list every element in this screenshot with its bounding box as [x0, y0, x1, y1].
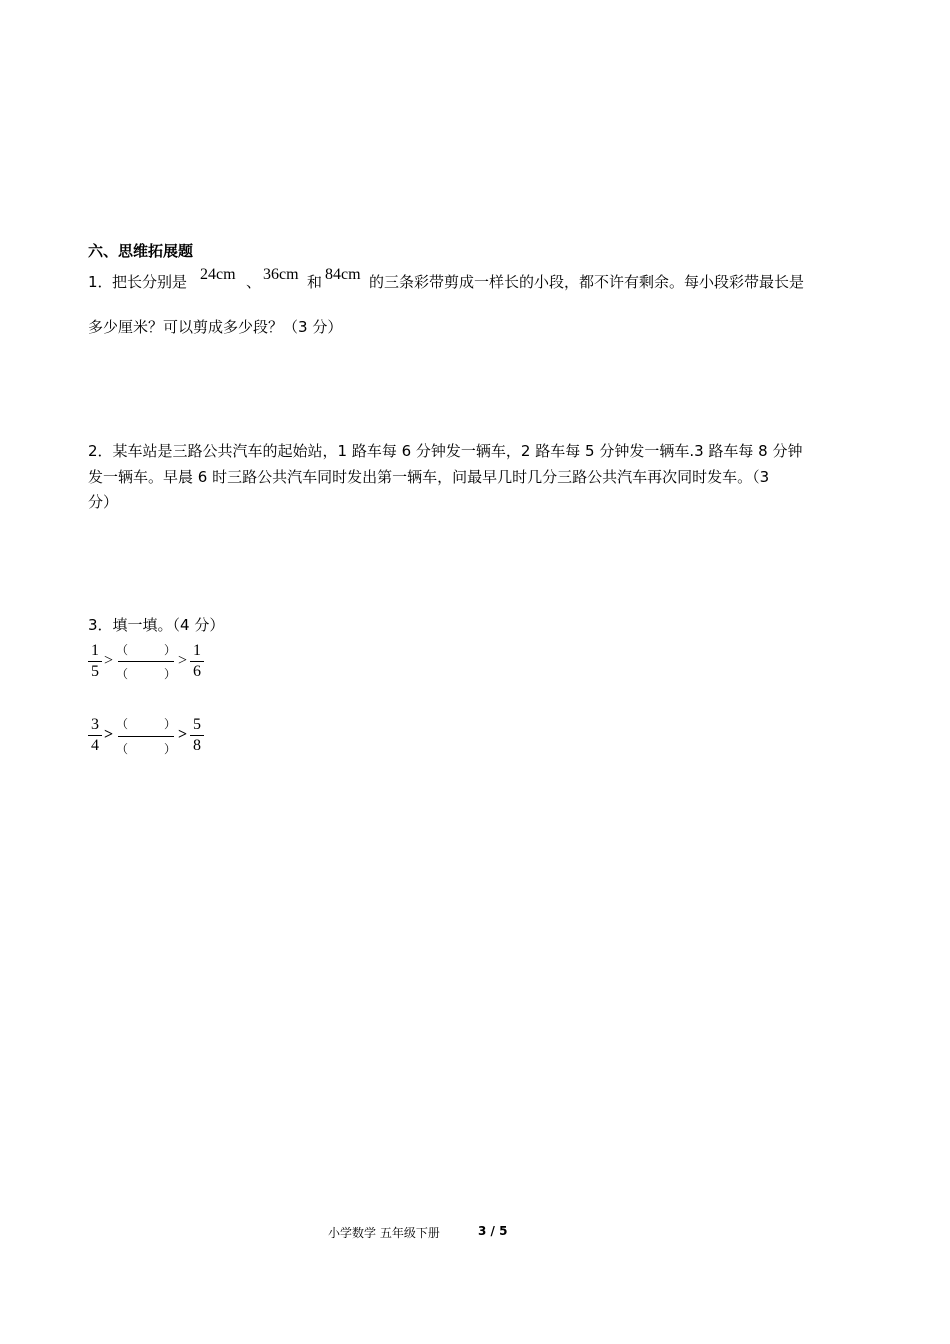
fraction-right-2: 5 8: [190, 716, 204, 755]
blank-denominator[interactable]: （ ）: [116, 667, 176, 681]
page-number: 3 / 5: [478, 1224, 508, 1238]
greater-than-sign: >: [178, 726, 188, 743]
q1-number: 1．: [88, 273, 113, 291]
question-1-line-2: 多少厘米？可以剪成多少段？（3 分）: [88, 318, 343, 336]
q1-separator: 、: [246, 273, 262, 291]
q1-length-84: 84cm: [325, 266, 361, 283]
greater-than-sign: >: [178, 652, 188, 669]
q1-text-b: 的三条彩带剪成一样长的小段，都不许有剩余。每小段彩带最长是: [369, 273, 805, 291]
q1-length-24: 24cm: [200, 266, 236, 283]
blank-numerator[interactable]: （ ）: [116, 643, 176, 657]
q1-and: 和: [307, 273, 323, 291]
fraction-left-2: 3 4: [88, 716, 102, 755]
blank-numerator[interactable]: （ ）: [116, 717, 176, 731]
fraction-right-1: 1 6: [190, 642, 204, 681]
section-title: 六、思维拓展题: [88, 242, 194, 260]
fraction-left-1: 1 5: [88, 642, 102, 681]
question-2-line-3: 分）: [88, 493, 119, 511]
fraction-bar: [118, 661, 174, 662]
q1-length-36: 36cm: [263, 266, 299, 283]
greater-than-sign: >: [104, 726, 114, 743]
q1-text-a: 把长分别是: [112, 273, 188, 291]
fraction-bar: [118, 736, 174, 737]
question-2-line-1: 2．某车站是三路公共汽车的起始站，1 路车每 6 分钟发一辆车，2 路车每 5 分钟发一辆车.3 路车每 8 分钟: [88, 442, 803, 460]
blank-denominator[interactable]: （ ）: [116, 742, 176, 756]
question-2-line-2: 发一辆车。早晨 6 时三路公共汽车同时发出第一辆车，问最早几时几分三路公共汽车再次同时发车。（3: [88, 468, 770, 486]
greater-than-sign: >: [104, 652, 114, 669]
footer-text: 小学数学 五年级下册: [328, 1226, 440, 1240]
question-3-title: 3．填一填。（4 分）: [88, 616, 225, 634]
